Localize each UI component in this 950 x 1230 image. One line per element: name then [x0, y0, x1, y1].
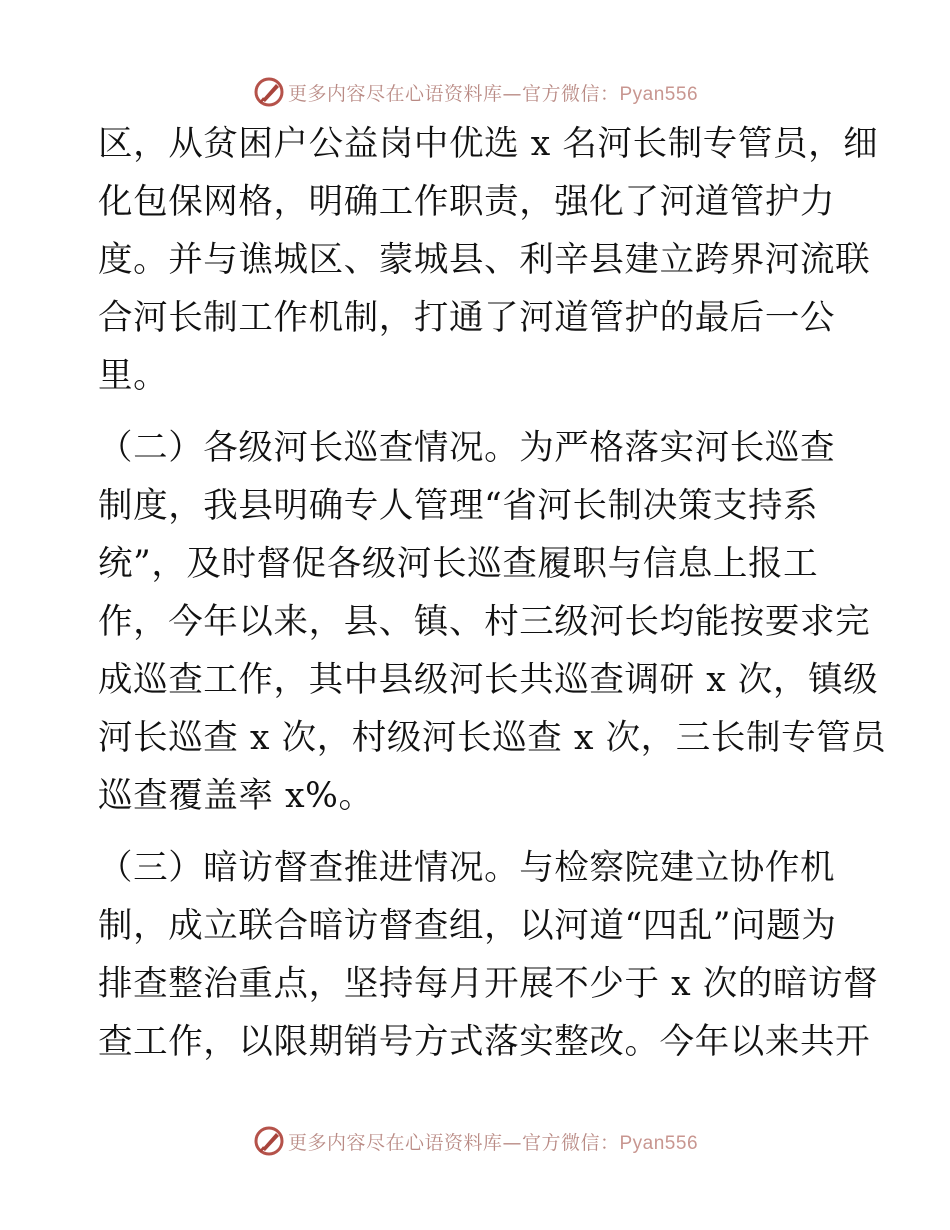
document-body	[98, 115, 887, 1071]
paragraph	[98, 419, 887, 825]
text-line: 制，成立联合暗访督查组，以河道“四乱”问题为	[98, 906, 837, 946]
text-line: （三）暗访督查推进情况。与检察院建立协作机	[98, 848, 836, 888]
paragraph	[98, 115, 879, 405]
text-line: （二）各级河长巡查情况。为严格落实河长巡查	[98, 428, 836, 468]
text-line: 制度，我县明确专人管理“省河长制决策支持系	[98, 486, 819, 526]
watermark-text: 更多内容尽在心语资料库—官方微信：Pyan556	[287, 82, 699, 105]
text-line: 排查整治重点，坚持每月开展不少于 x 次的暗访督	[98, 964, 879, 1004]
paragraph	[98, 839, 879, 1071]
text-line: 河长巡查 x 次，村级河长巡查 x 次，三长制专管员	[98, 718, 887, 758]
text-line: 巡查覆盖率 x%。	[98, 776, 374, 816]
text-line: 统”，及时督促各级河长巡查履职与信息上报工	[98, 544, 819, 584]
text-line: 里。	[98, 356, 169, 396]
text-line: 合河长制工作机制，打通了河道管护的最后一公	[98, 298, 836, 338]
header-watermark	[0, 72, 950, 112]
text-line: 化包保网格，明确工作职责，强化了河道管护力	[98, 182, 836, 222]
text-line: 查工作，以限期销号方式落实整改。今年以来共开	[98, 1022, 871, 1062]
text-line: 作，今年以来，县、镇、村三级河长均能按要求完	[98, 602, 871, 642]
watermark-text: 更多内容尽在心语资料库—官方微信：Pyan556	[287, 1131, 699, 1154]
text-line: 成巡查工作，其中县级河长共巡查调研 x 次，镇级	[98, 660, 879, 700]
quill-logo-icon	[252, 75, 286, 109]
text-line: 度。并与谯城区、蒙城县、利辛县建立跨界河流联	[98, 240, 871, 280]
text-line: 区，从贫困户公益岗中优选 x 名河长制专管员，细	[98, 124, 879, 164]
quill-logo-icon	[252, 1124, 286, 1158]
footer-watermark	[0, 1121, 950, 1161]
